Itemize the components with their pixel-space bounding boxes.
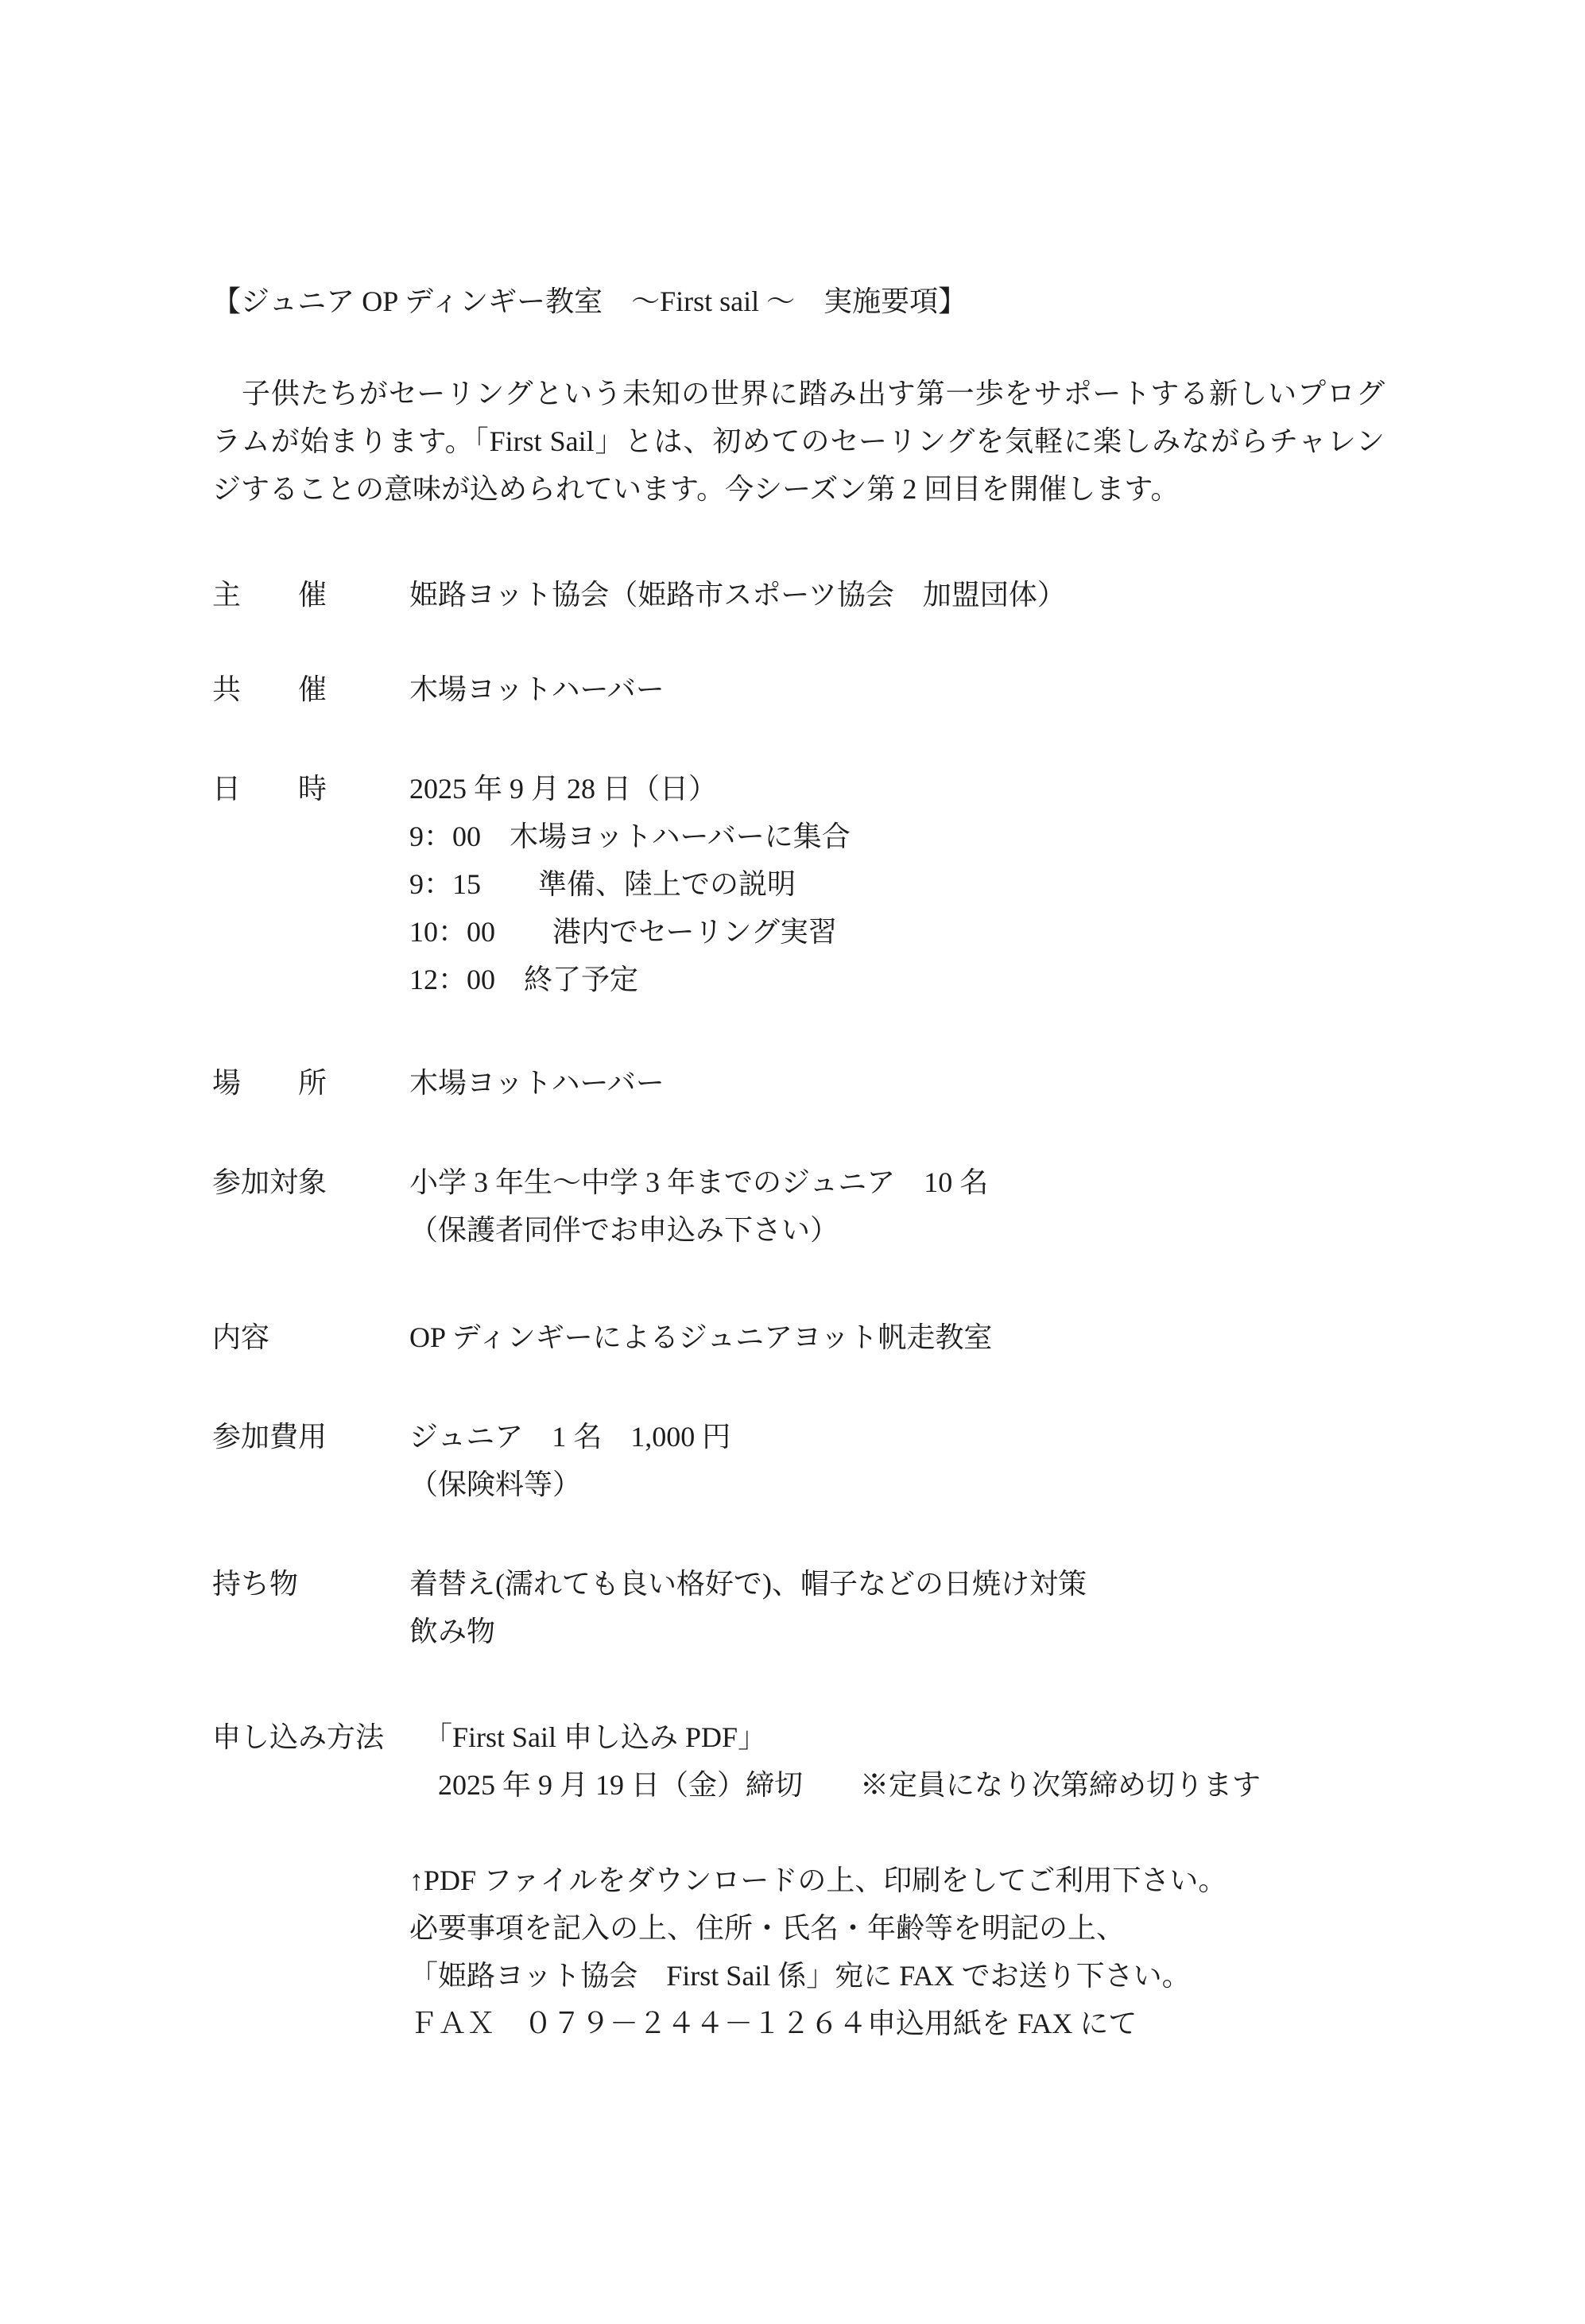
belongings-drinks: 飲み物 [409,1616,496,1647]
pdf-download-note: ↑PDF ファイルをダウンロードの上、印刷をしてご利用下さい。 [409,1864,1227,1896]
eligibility-row [212,1158,1394,1254]
application-notes-label [212,1856,409,1904]
co-organizer-row [212,665,1394,713]
intro-paragraph [212,370,1385,513]
schedule-line-4: 12：00 終了予定 [409,964,639,995]
eligibility-note: （保護者同伴でお申込み下さい） [409,1214,839,1246]
schedule-line-3: 10：00 港内でセーリング実習 [409,916,837,948]
fax-address-note: 「姫路ヨット協会 First Sail 係」宛に FAX でお送り下さい。 [409,1960,1191,1992]
required-info-note: 必要事項を記入の上、住所・氏名・年齢等を明記の上、 [409,1912,1126,1944]
fee-value: ジュニア 1 名 1,000 円 [409,1421,731,1453]
eligibility-label: 参加対象 [212,1166,327,1198]
location-label: 場 所 [212,1067,327,1099]
location-row [212,1059,1394,1107]
belongings-label: 持ち物 [212,1568,299,1600]
datetime-row [212,765,1394,1003]
intro-line-2: ラムが始まります。「First Sail」とは、初めてのセーリングを気軽に楽しみながらチャレン [212,425,1385,457]
fee-label: 参加費用 [212,1421,327,1453]
application-deadline-line: 2025 年 9 月 19 日（金）締切 ※定員になり次第締め切ります [409,1769,1261,1801]
program-content-label: 内容 [212,1321,270,1353]
belongings-row [212,1560,1394,1655]
schedule-line-1: 9：00 木場ヨットハーバーに集合 [409,821,851,852]
page-title: 【ジュニア OP ディンギー教室 ～First sail ～ 実施要項】 [212,285,967,317]
application-method-row [212,1713,1394,1809]
intro-line-1: 子供たちがセーリングという未知の世界に踏み出す第一歩をサポートする新しいプログ [212,378,1385,409]
co-organizer-value: 木場ヨットハーバー [409,673,665,705]
application-pdf-line: 「First Sail 申し込み PDF」 [409,1721,767,1753]
belongings-value: 着替え(濡れても良い格好で)、帽子などの日焼け対策 [409,1568,1087,1600]
organizer-label: 主 催 [212,579,327,611]
program-content-row [212,1313,1394,1361]
datetime-label: 日 時 [212,773,327,805]
intro-line-3: ジすることの意味が込められています。今シーズン第 2 回目を開催します。 [212,473,1180,505]
location-value: 木場ヨットハーバー [409,1067,665,1099]
fee-row [212,1413,1394,1508]
datetime-date-line: 2025 年 9 月 28 日（日） [409,773,718,805]
organizer-value: 姫路ヨット協会（姫路市スポーツ協会 加盟団体） [409,579,1066,611]
fax-number-line: ＦＡＸ ０７９－２４４－１２６４申込用紙を FAX にて [409,2008,1137,2039]
schedule-line-2: 9：15 準備、陸上での説明 [409,868,796,900]
program-content-value: OP ディンギーによるジュニアヨット帆走教室 [409,1321,993,1353]
application-notes-row [212,1856,1394,2047]
organizer-row [212,571,1394,619]
application-method-label: 申し込み方法 [212,1721,385,1753]
fee-note: （保険料等） [409,1469,582,1500]
eligibility-value: 小学 3 年生～中学 3 年までのジュニア 10 名 [409,1166,989,1198]
co-organizer-label: 共 催 [212,673,327,705]
